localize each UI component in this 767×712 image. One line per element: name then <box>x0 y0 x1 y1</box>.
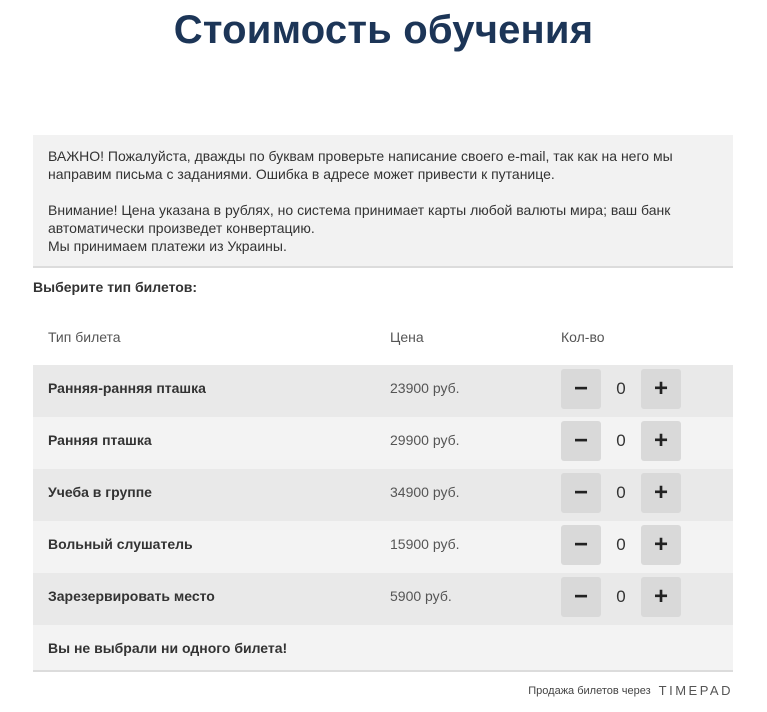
ticket-price: 5900 руб. <box>390 588 452 604</box>
ticket-name: Учеба в группе <box>48 484 152 500</box>
ticket-name: Ранняя-ранняя пташка <box>48 380 206 396</box>
ticket-price: 15900 руб. <box>390 536 460 552</box>
notice-currency-info: Внимание! Цена указана в рублях, но система принимает карты любой валюты мира; ваш банк автоматически произведет конвертацию. <box>48 202 671 236</box>
ticket-type-label: Выберите тип билетов: <box>33 279 198 295</box>
notice-ukraine-info: Мы принимаем платежи из Украины. <box>48 238 287 254</box>
ticket-name: Вольный слушатель <box>48 536 193 552</box>
ticket-price: 34900 руб. <box>390 484 460 500</box>
decrease-qty-button[interactable]: − <box>561 577 601 617</box>
ticket-name: Зарезервировать место <box>48 588 215 604</box>
timepad-logo[interactable]: TIMEPAD <box>658 683 733 698</box>
decrease-qty-button[interactable]: − <box>561 473 601 513</box>
column-header-price: Цена <box>390 329 424 345</box>
column-header-type: Тип билета <box>48 329 121 345</box>
ticket-row <box>33 521 733 573</box>
ticket-quantity: 0 <box>616 483 626 502</box>
selection-summary-text: Вы не выбрали ни одного билета! <box>48 640 288 656</box>
powered-by <box>528 683 733 698</box>
ticket-row <box>33 365 733 417</box>
increase-qty-button[interactable]: + <box>641 421 681 461</box>
powered-by-text: Продажа билетов через <box>528 684 651 697</box>
ticket-price: 23900 руб. <box>390 380 460 396</box>
ticket-quantity: 0 <box>616 431 626 450</box>
notice-email-warning: ВАЖНО! Пожалуйста, дважды по буквам проверьте написание своего e-mail, так как на него мы направим письма с заданиями. Ошибка в адресе может привести к путанице. <box>48 148 673 182</box>
column-header-qty: Кол-во <box>561 329 605 345</box>
important-notice <box>33 135 733 268</box>
decrease-qty-button[interactable]: − <box>561 369 601 409</box>
decrease-qty-button[interactable]: − <box>561 525 601 565</box>
increase-qty-button[interactable]: + <box>641 577 681 617</box>
decrease-qty-button[interactable]: − <box>561 421 601 461</box>
page-title: Стоимость обучения <box>173 8 594 52</box>
increase-qty-button[interactable]: + <box>641 369 681 409</box>
ticket-quantity: 0 <box>616 535 626 554</box>
selection-summary <box>33 625 733 672</box>
ticket-quantity: 0 <box>616 587 626 606</box>
increase-qty-button[interactable]: + <box>641 525 681 565</box>
ticket-name: Ранняя пташка <box>48 432 152 448</box>
ticket-row <box>33 573 733 625</box>
increase-qty-button[interactable]: + <box>641 473 681 513</box>
notice-gap <box>48 183 718 201</box>
ticket-quantity: 0 <box>616 379 626 398</box>
ticket-row <box>33 417 733 469</box>
ticket-price: 29900 руб. <box>390 432 460 448</box>
ticket-row <box>33 469 733 521</box>
